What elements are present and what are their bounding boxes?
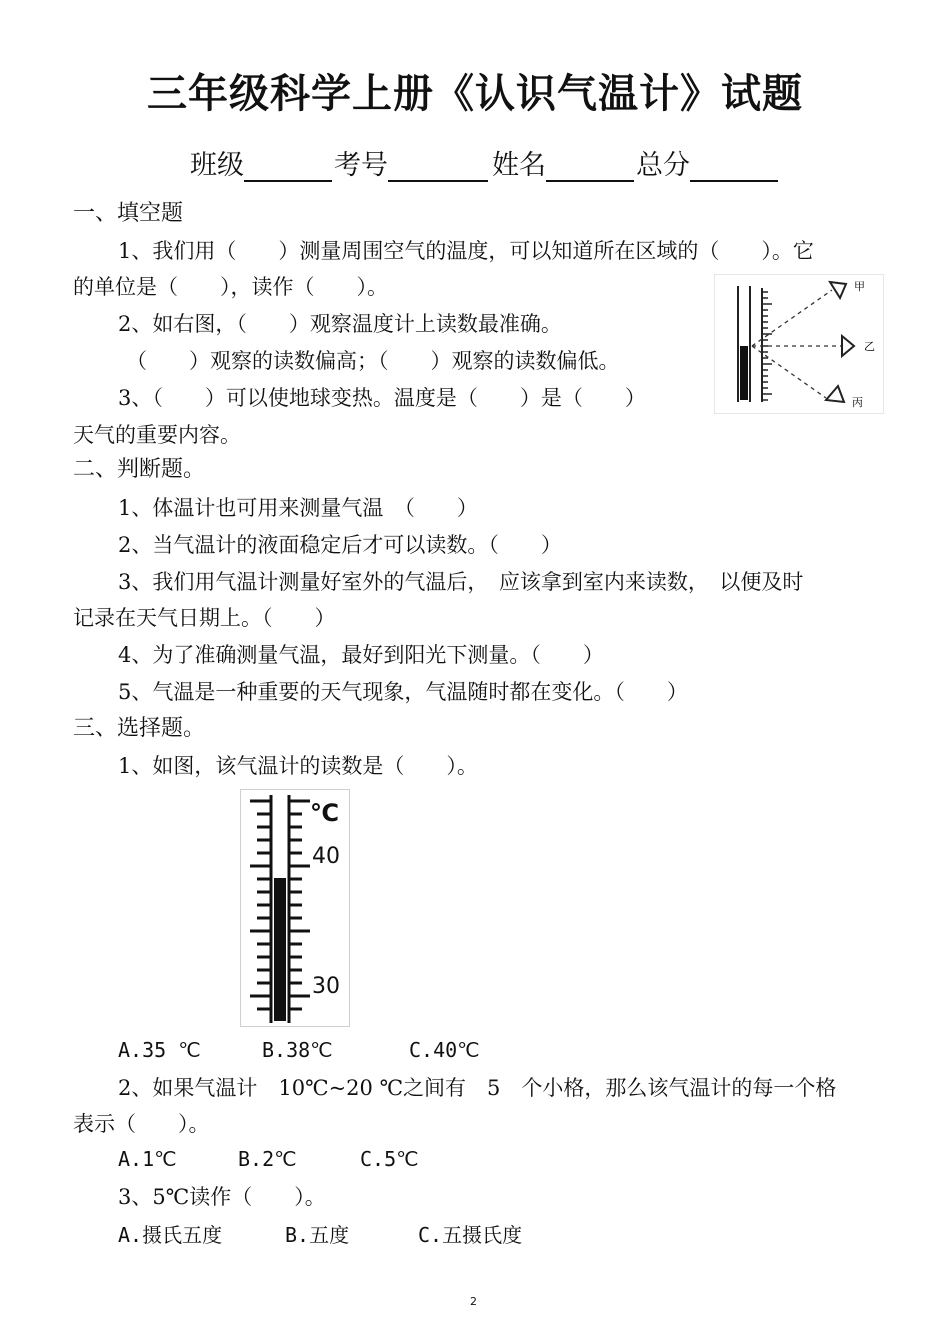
viewing-angle-figure [714,274,884,414]
unit-label: ℃ [310,799,340,827]
figure-label-bing: 丙 [852,396,863,409]
page-title: 三年级科学上册《认识气温计》试题 [147,71,803,117]
exam-number-field [334,143,488,182]
s2-item-3-cont: 记录在天气日期上。（ ） [73,606,336,630]
score-field [636,143,778,182]
s1-q1-line1: 1、我们用（ ）测量周围空气的温度，可以知道所在区域的（ ）。它 [118,239,814,263]
s3-q1-option-c[interactable]: C.40℃ [409,1038,480,1062]
class-blank[interactable] [244,150,332,182]
s3-q2-line1: 2、如果气温计 10℃~20 ℃之间有 5 个小格，那么该气温计的每一个格 [118,1076,837,1100]
s1-q3-line1: 3、（ ）可以使地球变热。温度是（ ）是（ ） [118,386,646,410]
page-number: 2 [470,1295,477,1308]
s3-q3: 3、5℃读作（ ）。 [118,1185,326,1209]
name-blank[interactable] [546,150,634,182]
s1-q2-line1: 2、如右图，（ ）观察温度计上读数最准确。 [118,312,562,336]
s3-q2-line2: 表示（ ）。 [73,1112,210,1136]
class-label: 班级 [190,150,244,181]
figure-label-jia: 甲 [854,280,865,293]
section2-heading: 二、判断题。 [73,457,206,482]
thermometer-figure [240,789,350,1027]
label-40: 40 [312,844,340,869]
s1-q3-line2: 天气的重要内容。 [73,423,241,447]
s1-q2-line2: （ ）观察的读数偏高；（ ）观察的读数偏低。 [126,349,620,373]
label-30: 30 [312,974,340,999]
s2-item-2: 2、当气温计的液面稳定后才可以读数。（ ） [118,533,562,557]
exam-number-label: 考号 [334,150,388,181]
exam-number-blank[interactable] [388,150,488,182]
s3-q2-option-a[interactable]: A.1℃ [118,1147,177,1171]
s2-item-1: 1、体温计也可用来测量气温 （ ） [118,496,478,520]
section1-heading: 一、填空题 [73,201,184,226]
class-field [190,143,332,182]
name-label: 姓名 [492,150,546,181]
s3-q1-option-b[interactable]: B.38℃ [262,1038,333,1062]
s3-q3-option-a[interactable]: A.摄氏五度 [118,1223,223,1247]
s3-q2-option-c[interactable]: C.5℃ [360,1147,419,1171]
name-field [492,143,634,182]
s3-q3-option-b[interactable]: B.五度 [285,1223,350,1247]
s3-q1-option-a[interactable]: A.35 ℃ [118,1038,201,1062]
score-blank[interactable] [690,150,778,182]
s2-item-4: 4、为了准确测量气温，最好到阳光下测量。（ ） [118,643,604,667]
s1-q1-line2: 的单位是（ ），读作（ ）。 [73,275,388,299]
section3-heading: 三、选择题。 [73,716,206,741]
s3-q3-option-c[interactable]: C.五摄氏度 [418,1223,523,1247]
s2-item-5: 5、气温是一种重要的天气现象，气温随时都在变化。（ ） [118,680,688,704]
s2-item-3: 3、我们用气温计测量好室外的气温后， 应该拿到室内来读数， 以便及时 [118,570,804,594]
score-label: 总分 [636,150,690,181]
s3-q2-option-b[interactable]: B.2℃ [238,1147,297,1171]
liquid-column [740,346,748,400]
s3-q1: 1、如图，该气温计的读数是（ ）。 [118,754,478,778]
liquid-column [274,878,286,1021]
figure-label-yi: 乙 [864,340,875,353]
